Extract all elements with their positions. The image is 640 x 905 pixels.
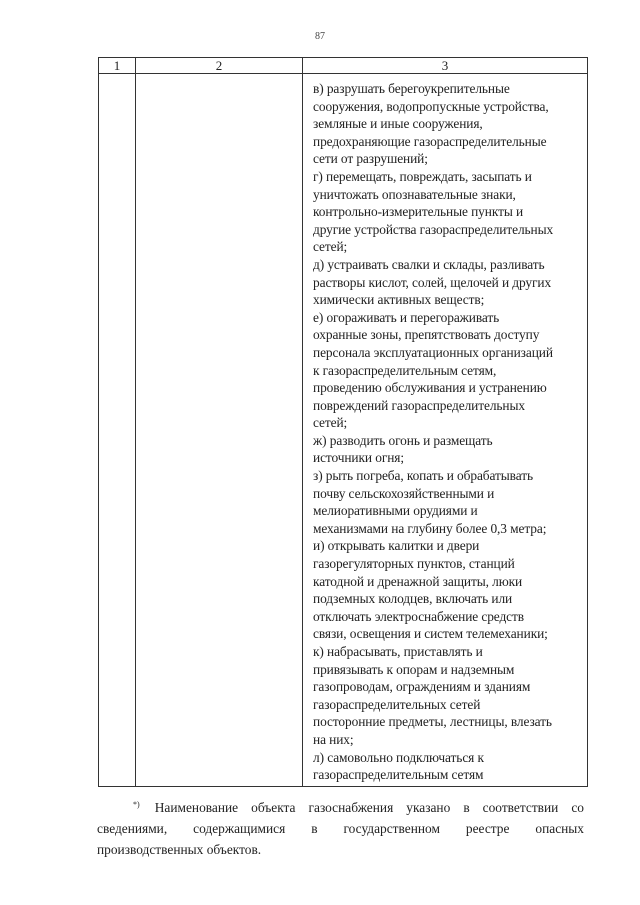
table-text-line: л) самовольно подключаться к	[313, 749, 484, 765]
footnote-marker: *)	[133, 800, 140, 809]
table-text-line: газораспределительных сетей	[313, 696, 481, 712]
footnote-text: Наименование объекта газоснабжения указано в соответствии со	[154, 800, 584, 815]
table-text-line: почву сельскохозяйственными и	[313, 485, 495, 501]
footnote-line	[97, 839, 584, 860]
table-text-line: земляные и иные сооружения,	[313, 116, 483, 132]
table-text-line: уничтожать опознавательные знаки,	[313, 186, 516, 202]
table-text-line: растворы кислот, солей, щелочей и других	[313, 274, 552, 290]
table-text-line: и) открывать калитки и двери	[313, 538, 480, 554]
column-header-2: 2	[136, 58, 303, 74]
table-text-line: охранные зоны, препятствовать доступу	[313, 327, 540, 343]
column-header-1: 1	[99, 58, 136, 74]
table-text-line: сетей;	[313, 415, 348, 431]
table-text-line: контрольно-измерительные пункты и	[313, 204, 524, 220]
table-text-line: сооружения, водопропускные устройства,	[313, 98, 549, 114]
table-text-line: д) устраивать свалки и склады, разливать	[313, 256, 545, 272]
table-text-line: подземных колодцев, включать или	[313, 591, 513, 607]
table-header-row	[99, 58, 588, 74]
table-row	[99, 74, 588, 787]
table-text-line: на них;	[313, 731, 354, 747]
table-text-line: посторонние предметы, лестницы, влезать	[313, 714, 552, 730]
footnote-text: сведениями, содержащимися в государственном реестре опасных	[97, 821, 584, 836]
page-number: 87	[315, 31, 325, 42]
table-text-line: отключать электроснабжение средств	[313, 608, 524, 624]
footnote-line	[97, 794, 584, 818]
table-text-line: к) набрасывать, приставлять и	[313, 644, 483, 659]
table-text-line: в) разрушать берегоукрепительные	[313, 81, 510, 96]
table-text-line: проведению обслуживания и устранению	[313, 380, 547, 396]
document-table	[98, 57, 588, 787]
table-text-line: предохраняющие газораспределительные	[313, 133, 547, 149]
table-text-line: з) рыть погреба, копать и обрабатывать	[313, 468, 533, 484]
prohibitions-list	[303, 74, 587, 784]
table-text-line: другие устройства газораспределительных	[313, 221, 554, 237]
table-text-line: сетей;	[313, 239, 348, 255]
table-text-line: ж) разводить огонь и размещать	[313, 432, 493, 448]
table-cell-col2	[136, 74, 303, 787]
footnote-line	[97, 818, 584, 839]
table-text-line: связи, освещения и систем телемеханики;	[313, 626, 548, 642]
table-cell-col1	[99, 74, 136, 787]
table-text-line: привязывать к опорам и надземным	[313, 661, 515, 677]
column-header-3: 3	[303, 58, 588, 74]
table-text-line: источники огня;	[313, 450, 404, 466]
table-text-line: к газораспределительным сетям,	[313, 362, 497, 378]
table-text-line: газораспределительным сетям	[313, 767, 484, 783]
table-text-line: персонала эксплуатационных организаций	[313, 344, 553, 360]
table-text-line: повреждений газораспределительных	[313, 397, 525, 413]
table-text-line: механизмами на глубину более 0,3 метра;	[313, 520, 547, 536]
table-text-line: газорегуляторных пунктов, станций	[313, 556, 515, 572]
table-cell-col3	[303, 74, 588, 787]
table-text-line: мелиоративными орудиями и	[313, 503, 478, 519]
table-text-line: сети от разрушений;	[313, 151, 428, 167]
footnote-text: производственных объектов.	[97, 842, 262, 857]
footnote	[97, 794, 584, 860]
table-text-line: газопроводам, ограждениям и зданиям	[313, 679, 531, 695]
table-text-line: катодной и дренажной защиты, люки	[313, 573, 523, 589]
table-text-line: г) перемещать, повреждать, засыпать и	[313, 168, 532, 184]
table-text-line: химически активных веществ;	[313, 292, 485, 308]
table-text-line: е) огораживать и перегораживать	[313, 309, 500, 325]
